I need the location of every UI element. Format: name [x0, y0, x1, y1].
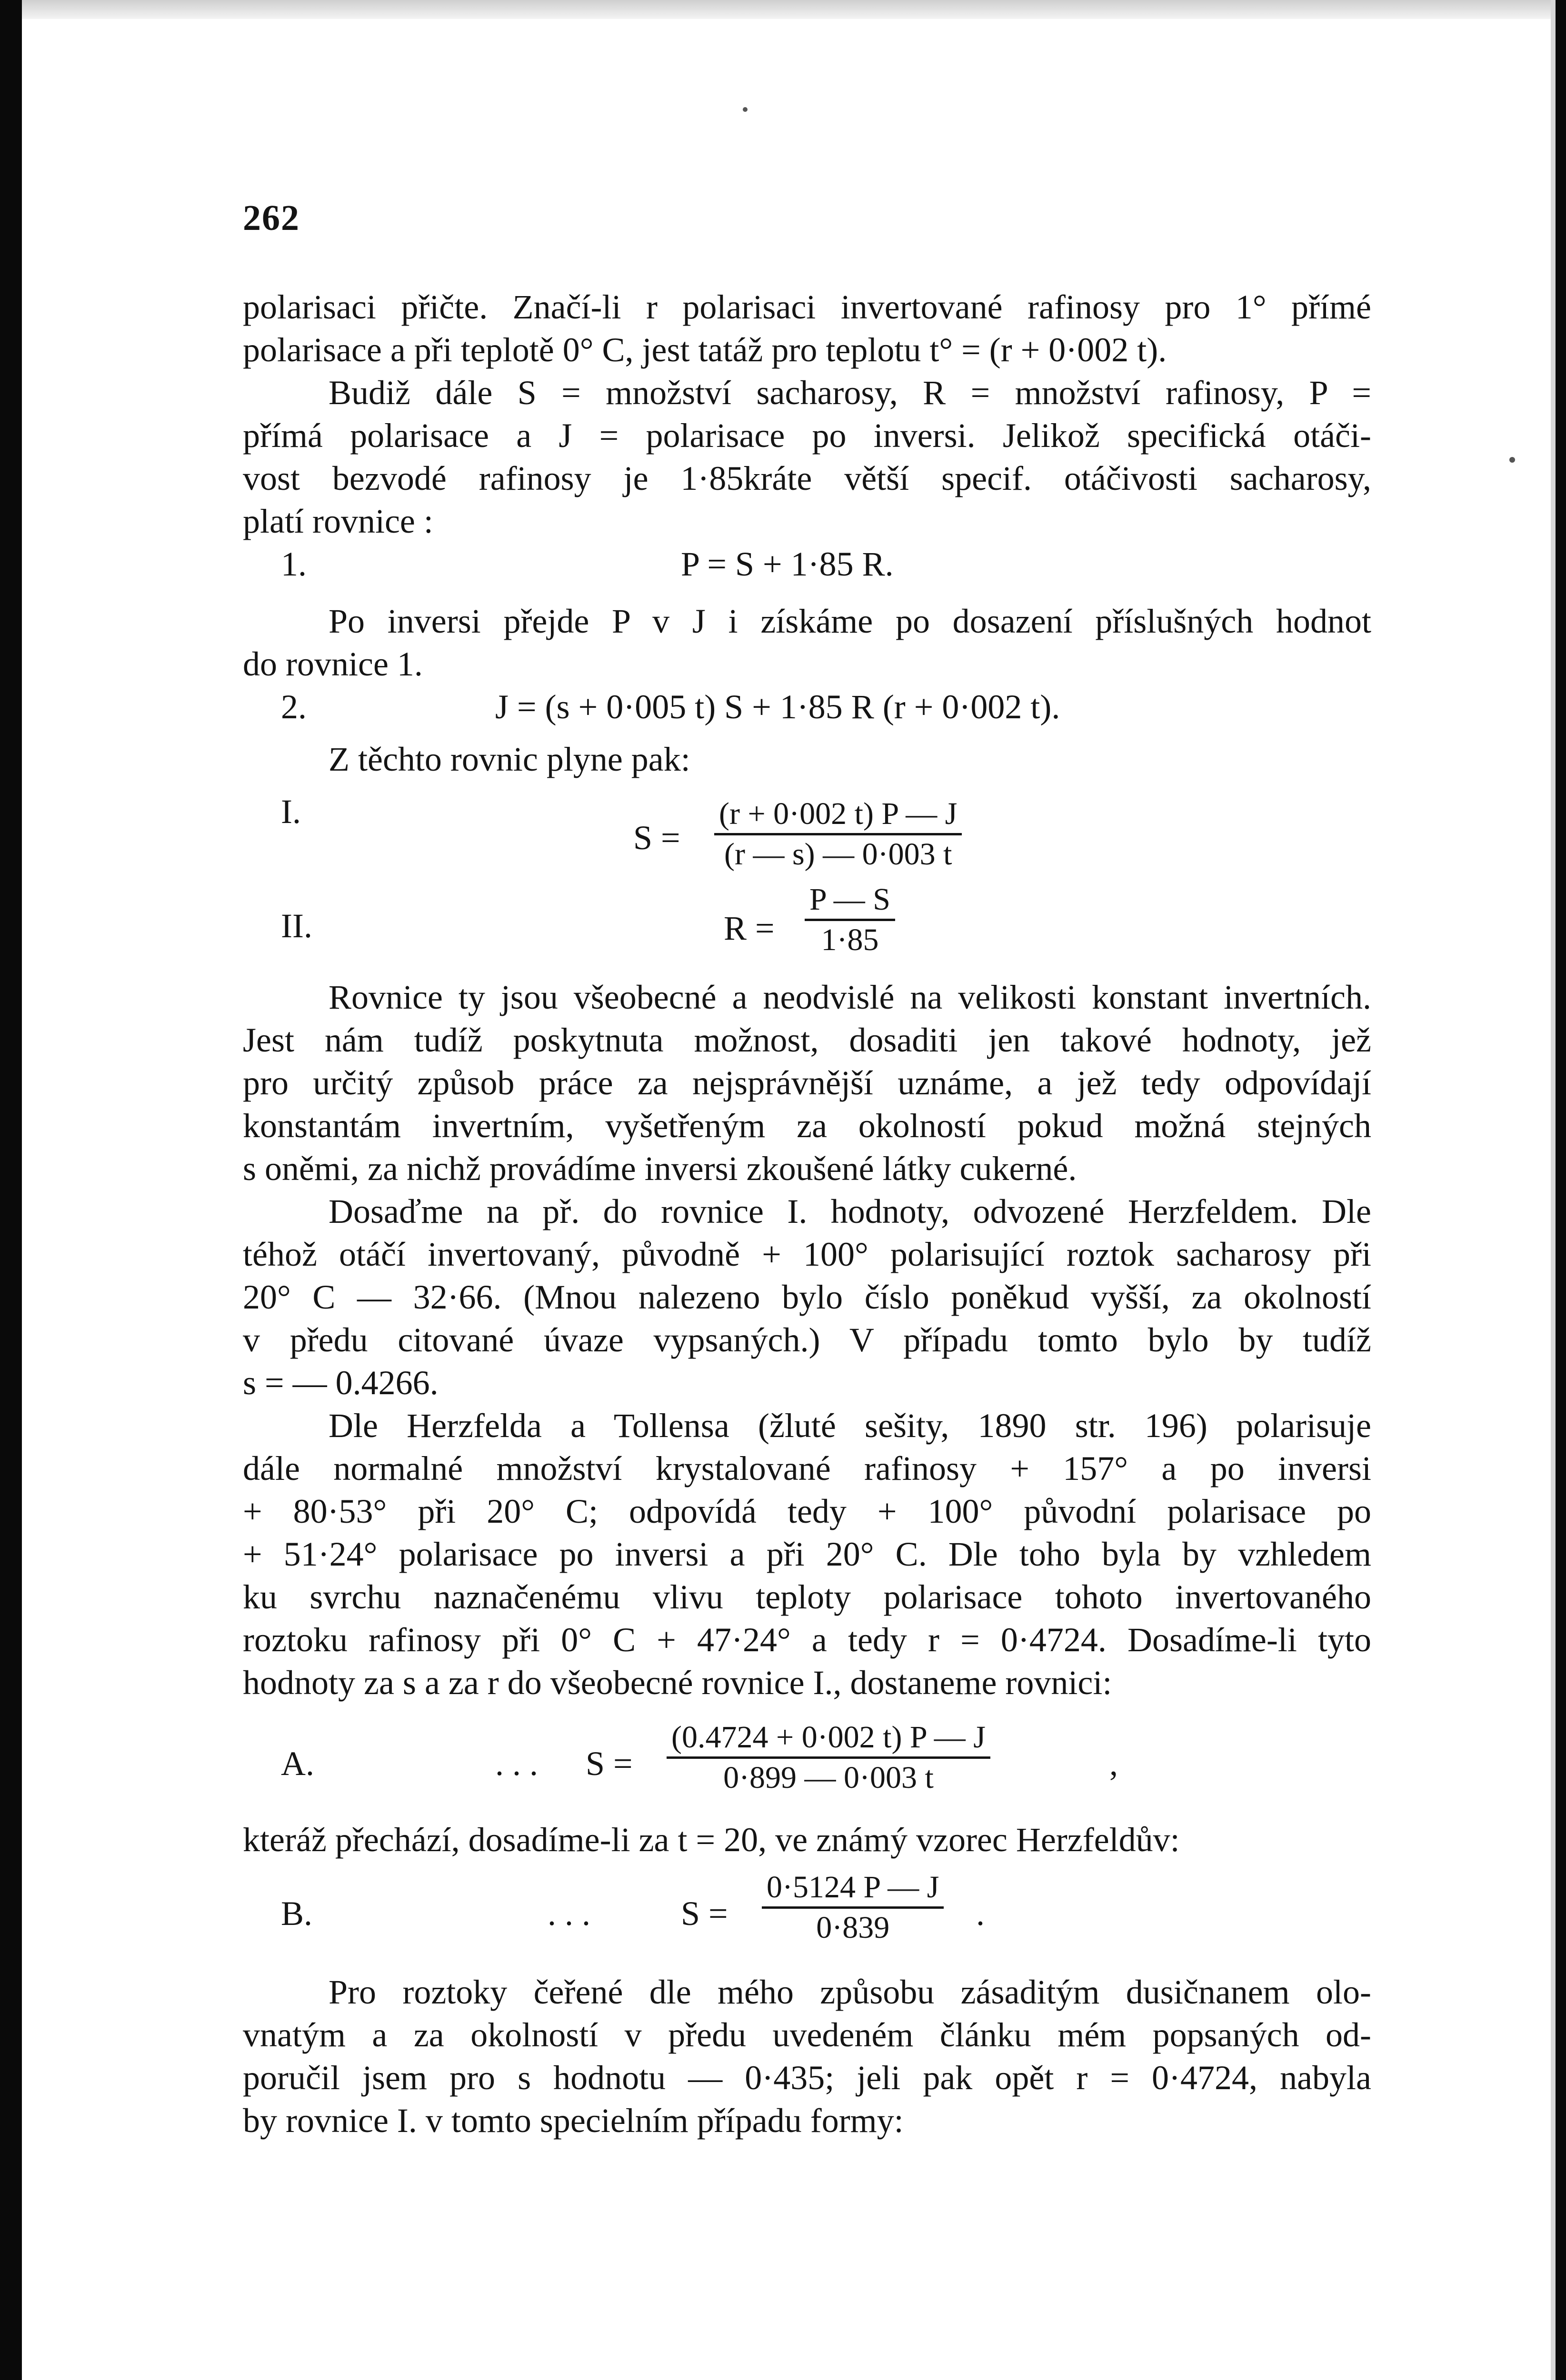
fraction-denominator: 0·899 — 0·003 t: [667, 1756, 990, 1797]
fraction-A: [667, 1718, 990, 1797]
equation-label: 1.: [281, 545, 307, 583]
text-line: kteráž přechází, dosadíme-li za t = 20, ve známý vzorec Herzfeldův:: [243, 1821, 1180, 1859]
text-line: polarisace a při teplotě 0° C, jest tatáž pro teplotu t° = (r + 0·002 t).: [243, 331, 1167, 369]
text-line: hodnoty za s a za r do všeobecné rovnice I., dostaneme rovnici:: [243, 1664, 1112, 1702]
equation-label: I.: [281, 793, 301, 831]
page-number: 262: [243, 198, 300, 238]
equation-lhs: S =: [633, 819, 680, 857]
text-line: Jest nám tudíž poskytnuta možnost, dosaditi jen takové hodnoty, jež: [243, 1021, 1371, 1059]
text-line: Dle Herzfelda a Tollensa (žluté sešity, 1890 str. 196) polarisuje: [329, 1407, 1371, 1445]
equation-label: B.: [281, 1894, 313, 1933]
equation-trail: .: [976, 1894, 985, 1933]
fraction-numerator: (0.4724 + 0·002 t) P — J: [671, 1720, 986, 1755]
text-line: v předu citované úvaze vypsaných.) V případu tomto bylo by tudíž: [243, 1321, 1371, 1359]
equation-trail: ,: [1109, 1745, 1118, 1783]
scan-border-right-inner: [1551, 0, 1556, 2380]
text-line: by rovnice I. v tomto specielním případu formy:: [243, 2102, 904, 2140]
text-line: 20° C — 32·66. (Mnou nalezeno bylo číslo poněkud vyšší, za okolností: [243, 1278, 1371, 1316]
fraction-denominator: 0·839: [762, 1906, 944, 1947]
equation-lhs: R =: [724, 909, 775, 947]
text-line: Po inversi přejde P v J i získáme po dosazení příslušných hodnot: [329, 602, 1371, 640]
text-line: Dosaďme na př. do rovnice I. hodnoty, odvozené Herzfeldem. Dle: [329, 1192, 1371, 1230]
text-line: roztoku rafinosy při 0° C + 47·24° a tedy r = 0·4724. Dosadíme-li tyto: [243, 1621, 1371, 1659]
equation-2: J = (s + 0·005 t) S + 1·85 R (r + 0·002 t).: [495, 688, 1060, 726]
text-line: polarisaci přičte. Značí-li r polarisaci invertované rafinosy pro 1° přímé: [243, 288, 1371, 326]
text-line: s oněmi, za nichž provádíme inversi zkoušené látky cukerné.: [243, 1150, 1077, 1188]
text-line: pro určitý způsob práce za nejsprávnější uznáme, a jež tedy odpovídají: [243, 1064, 1371, 1102]
fraction-numerator: (r + 0·002 t) P — J: [719, 796, 958, 831]
fraction-I: [714, 795, 962, 873]
text-line: Z těchto rovnic plyne pak:: [329, 740, 690, 778]
scan-border-left: [0, 0, 22, 2380]
text-line: téhož otáčí invertovaný, původně + 100° polarisující roztok sacharosy při: [243, 1235, 1371, 1273]
fraction-denominator: (r — s) — 0·003 t: [714, 833, 962, 873]
equation-dots: . . .: [495, 1745, 538, 1783]
equation-label: A.: [281, 1745, 314, 1783]
text-line: Rovnice ty jsou všeobecné a neodvislé na velikosti konstant invertních.: [329, 978, 1371, 1016]
text-line: dále normalné množství krystalované rafinosy + 157° a po inversi: [243, 1449, 1371, 1488]
text-line: poručil jsem pro s hodnotu — 0·435; jeli pak opět r = 0·4724, nabyla: [243, 2059, 1371, 2097]
equation-lhs: S =: [586, 1745, 633, 1783]
text-line: vost bezvodé rafinosy je 1·85kráte větší specif. otáčivosti sacharosy,: [243, 459, 1371, 497]
text-line: + 80·53° při 20° C; odpovídá tedy + 100° původní polarisace po: [243, 1492, 1371, 1530]
text-line: Pro roztoky čeřené dle mého způsobu zásaditým dusičnanem olo-: [329, 1973, 1371, 2011]
equation-label: II.: [281, 907, 312, 945]
text-line: do rovnice 1.: [243, 645, 423, 683]
scan-border-right: [1556, 0, 1566, 2380]
scan-speck: [743, 107, 748, 112]
equation-1: P = S + 1·85 R.: [681, 545, 894, 583]
scan-speck: [1509, 457, 1515, 463]
fraction-numerator: 0·5124 P — J: [767, 1870, 939, 1904]
fraction-B: [762, 1868, 944, 1947]
equation-lhs: S =: [681, 1894, 728, 1933]
text-line: Budiž dále S = množství sacharosy, R = množství rafinosy, P =: [329, 374, 1371, 412]
fraction-numerator: P — S: [809, 882, 890, 917]
text-line: s = — 0.4266.: [243, 1364, 439, 1402]
text-line: + 51·24° polarisace po inversi a při 20° C. Dle toho byla by vzhledem: [243, 1535, 1371, 1573]
scan-border-top: [22, 0, 1556, 19]
fraction-II: [805, 881, 895, 959]
text-line: přímá polarisace a J = polarisace po inversi. Jelikož specifická otáči-: [243, 416, 1371, 455]
equation-dots: . . .: [548, 1894, 590, 1933]
text-line: ku svrchu naznačenému vlivu teploty polarisace tohoto invertovaného: [243, 1578, 1371, 1616]
text-line: vnatým a za okolností v předu uvedeném článku mém popsaných od-: [243, 2016, 1371, 2054]
equation-label: 2.: [281, 688, 307, 726]
fraction-denominator: 1·85: [805, 919, 895, 959]
text-line: konstantám invertním, vyšetřeným za okolností pokud možná stejných: [243, 1107, 1371, 1145]
text-line: platí rovnice :: [243, 502, 433, 540]
